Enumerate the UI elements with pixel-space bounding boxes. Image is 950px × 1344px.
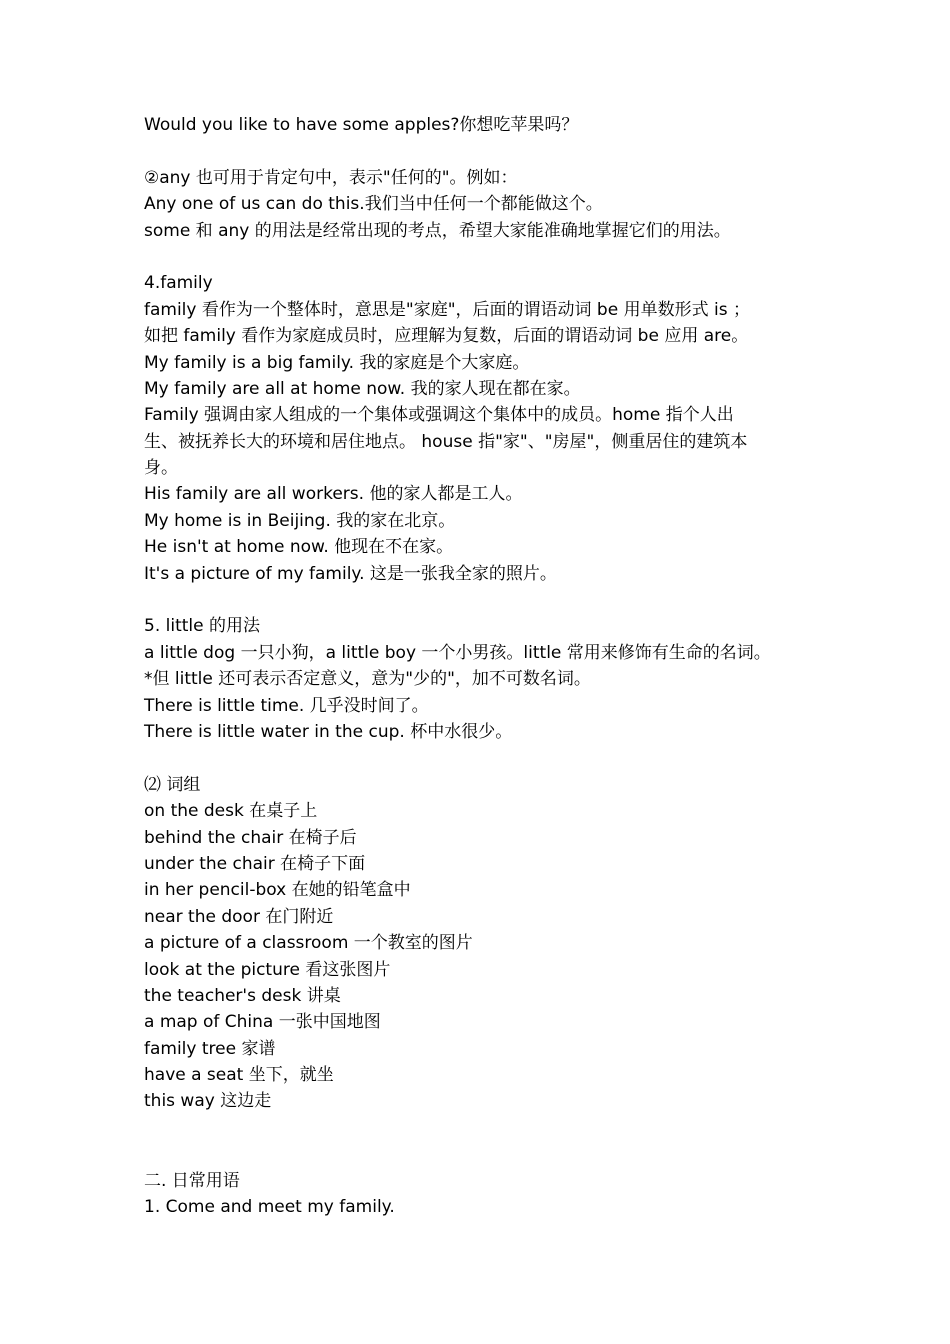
phrase-item: under the chair 在椅子下面 bbox=[144, 853, 366, 874]
text-line: ②any 也可用于肯定句中，表示"任何的"。例如： bbox=[144, 167, 518, 188]
section-family bbox=[144, 270, 824, 587]
example-sentence: It's a picture of my family. 这是一张我全家的照片。 bbox=[144, 563, 557, 584]
blank-line bbox=[144, 1115, 824, 1168]
example-sentence: My home is in Beijing. 我的家在北京。 bbox=[144, 510, 456, 531]
phrase-item: the teacher's desk 讲桌 bbox=[144, 985, 341, 1006]
example-sentence: There is little water in the cup. 杯中水很少。 bbox=[144, 721, 513, 742]
phrase-item: behind the chair 在椅子后 bbox=[144, 827, 357, 848]
phrase-item: have a seat 坐下，就坐 bbox=[144, 1065, 334, 1086]
section-heading: 4.family bbox=[144, 273, 213, 294]
phrase-item: near the door 在门附近 bbox=[144, 906, 334, 927]
example-sentence: He isn't at home now. 他现在不在家。 bbox=[144, 537, 454, 558]
blank-line bbox=[144, 745, 824, 771]
example-sentence: My family are all at home now. 我的家人现在都在家。 bbox=[144, 378, 581, 399]
phrase-item: in her pencil-box 在她的铅笔盒中 bbox=[144, 880, 411, 901]
text-line: 身。 bbox=[144, 458, 178, 479]
example-sentence: His family are all workers. 他的家人都是工人。 bbox=[144, 484, 523, 505]
example-sentence: There is little time. 几乎没时间了。 bbox=[144, 695, 429, 716]
text-line: Any one of us can do this.我们当中任何一个都能做这个。 bbox=[144, 194, 603, 215]
section-daily-expressions bbox=[144, 1168, 824, 1221]
phrase-item: this way 这边走 bbox=[144, 1091, 272, 1112]
example-sentence: My family is a big family. 我的家庭是个大家庭。 bbox=[144, 352, 530, 373]
phrase-item: on the desk 在桌子上 bbox=[144, 801, 318, 822]
section-phrases bbox=[144, 772, 824, 1115]
blank-line bbox=[144, 244, 824, 270]
document-page bbox=[144, 112, 824, 1220]
text-line: family 看作为一个整体时，意思是"家庭"，后面的谓语动词 be 用单数形式 is ； bbox=[144, 299, 750, 320]
section-some-any bbox=[144, 112, 824, 244]
phrase-item: a map of China 一张中国地图 bbox=[144, 1012, 381, 1033]
text-line: *但 little 还可表示否定意义，意为"少的"，加不可数名词。 bbox=[144, 669, 591, 690]
text-line: a little dog 一只小狗，a little boy 一个小男孩。little 常用来修饰有生命的名词。 bbox=[144, 642, 771, 663]
section-heading: 5. little 的用法 bbox=[144, 616, 260, 637]
section-heading: ⑵ 词组 bbox=[144, 774, 201, 795]
phrase-item: family tree 家谱 bbox=[144, 1038, 276, 1059]
text-line: Family 强调由家人组成的一个集体或强调这个集体中的成员。home 指个人出 bbox=[144, 405, 734, 426]
phrase-item: a picture of a classroom 一个教室的图片 bbox=[144, 933, 473, 954]
text-line: 生、被抚养长大的环境和居住地点。 house 指"家"、"房屋"，侧重居住的建筑本 bbox=[144, 431, 748, 452]
section-heading: 二. 日常用语 bbox=[144, 1170, 240, 1191]
section-little bbox=[144, 613, 824, 745]
blank-line bbox=[144, 587, 824, 613]
text-line: some 和 any 的用法是经常出现的考点，希望大家能准确地掌握它们的用法。 bbox=[144, 220, 731, 241]
text-line: Would you like to have some apples?你想吃苹果吗？ bbox=[144, 115, 579, 135]
text-line: 1. Come and meet my family. bbox=[144, 1197, 395, 1218]
blank-line bbox=[144, 138, 824, 164]
text-line: 如把 family 看作为家庭成员时，应理解为复数，后面的谓语动词 be 应用 are。 bbox=[144, 326, 749, 347]
phrase-item: look at the picture 看这张图片 bbox=[144, 959, 391, 980]
